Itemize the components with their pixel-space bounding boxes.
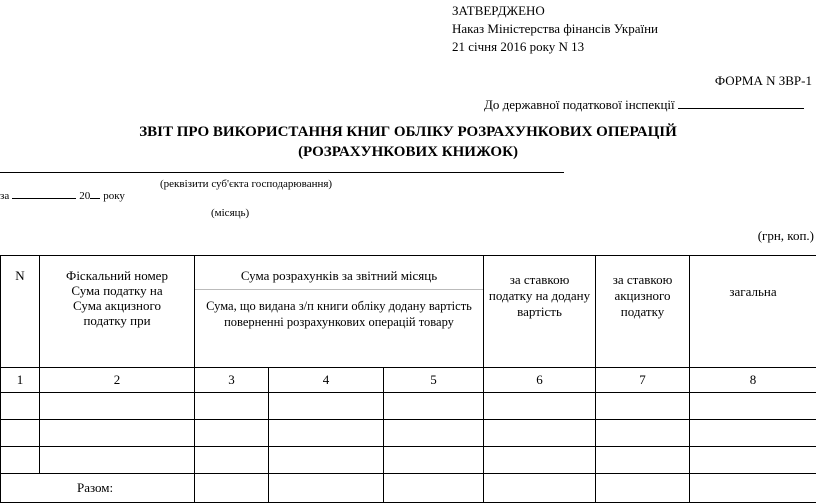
report-table: [0, 255, 816, 503]
table-cell[interactable]: [384, 447, 484, 474]
column-number-row: [1, 368, 816, 393]
total-label: Разом:: [1, 474, 195, 503]
header-vat-line: за ставкою: [484, 272, 595, 288]
table-cell[interactable]: [384, 420, 484, 447]
table-cell[interactable]: [195, 474, 269, 503]
column-number: 6: [484, 368, 596, 393]
table-cell[interactable]: [596, 447, 690, 474]
approval-stamp: [452, 2, 658, 56]
table-header-row: [1, 256, 816, 368]
header-vat-line: податку на додану: [484, 288, 595, 304]
header-settlement-sum: [195, 256, 484, 368]
table-cell[interactable]: [269, 474, 384, 503]
inspection-label: До державної податкової інспекції: [484, 97, 675, 112]
total-row: [1, 474, 816, 503]
year-prefix: 20: [79, 190, 90, 202]
report-title: ЗВІТ ПРО ВИКОРИСТАННЯ КНИГ ОБЛІКУ РОЗРАХУНКОВИХ ОПЕРАЦІЙ: [0, 122, 816, 142]
header-vat-rate: [484, 256, 596, 368]
table-row: [1, 393, 816, 420]
header-fiscal-line: Сума податку на: [40, 283, 194, 298]
table-cell[interactable]: [596, 474, 690, 503]
header-fiscal-line: Сума акцизного: [40, 298, 194, 313]
table-cell[interactable]: [596, 420, 690, 447]
header-vat-line: вартість: [484, 304, 595, 320]
header-sum-bottom-line: Сума, що видана з/п книги обліку додану вартість: [195, 298, 483, 314]
table-cell[interactable]: [269, 393, 384, 420]
table-cell[interactable]: [484, 420, 596, 447]
table-cell[interactable]: [40, 393, 195, 420]
header-sum-bottom-line: поверненні розрахункових операцій товару: [195, 314, 483, 330]
column-number: 2: [40, 368, 195, 393]
table-cell[interactable]: [1, 447, 40, 474]
table-cell[interactable]: [690, 474, 816, 503]
column-number: 7: [596, 368, 690, 393]
header-fiscal: [40, 256, 195, 368]
table-cell[interactable]: [690, 393, 816, 420]
inspection-blank-line[interactable]: [678, 96, 804, 109]
table-cell[interactable]: [690, 447, 816, 474]
inspection-field: [484, 96, 804, 113]
table-cell[interactable]: [195, 420, 269, 447]
period-suffix: року: [103, 190, 125, 202]
table-cell[interactable]: [40, 420, 195, 447]
column-number: 1: [1, 368, 40, 393]
header-sum-top: Сума розрахунків за звітний місяць: [195, 268, 483, 284]
column-number: 5: [384, 368, 484, 393]
table-cell[interactable]: [269, 420, 384, 447]
header-fiscal-line: Фіскальний номер: [40, 268, 194, 283]
column-number: 8: [690, 368, 816, 393]
table-cell[interactable]: [1, 420, 40, 447]
year-blank-line[interactable]: [90, 189, 100, 199]
table-cell[interactable]: [195, 447, 269, 474]
month-label: (місяць): [211, 207, 249, 219]
header-sum-divider: [195, 289, 483, 290]
approval-order: Наказ Міністерства фінансів України: [452, 20, 658, 38]
report-subtitle: (РОЗРАХУНКОВИХ КНИЖОК): [0, 142, 816, 162]
table-cell[interactable]: [40, 447, 195, 474]
table-cell[interactable]: [596, 393, 690, 420]
header-excise-line: за ставкою: [596, 272, 689, 288]
table-row: [1, 447, 816, 474]
column-number: 3: [195, 368, 269, 393]
units-label: (грн, коп.): [758, 228, 814, 244]
column-number: 4: [269, 368, 384, 393]
header-excise-line: акцизного: [596, 288, 689, 304]
header-n: N: [1, 256, 40, 368]
table-cell[interactable]: [384, 393, 484, 420]
requisites-blank-line[interactable]: [0, 172, 564, 173]
table-cell[interactable]: [484, 393, 596, 420]
requisites-label: (реквізити суб'єкта господарювання): [160, 178, 332, 190]
period-field: [0, 189, 125, 202]
header-excise-rate: [596, 256, 690, 368]
period-prefix: за: [0, 190, 9, 202]
table-cell[interactable]: [384, 474, 484, 503]
approval-date: 21 січня 2016 року N 13: [452, 38, 658, 56]
table-row: [1, 420, 816, 447]
month-blank-line[interactable]: [12, 189, 76, 199]
table-cell[interactable]: [484, 474, 596, 503]
header-fiscal-line: податку при: [40, 313, 194, 328]
approval-title: ЗАТВЕРДЖЕНО: [452, 2, 658, 20]
table-cell[interactable]: [1, 393, 40, 420]
table-cell[interactable]: [269, 447, 384, 474]
header-excise-line: податку: [596, 304, 689, 320]
header-total: загальна: [690, 256, 816, 368]
header-sum-bottom: [195, 298, 483, 330]
form-code: ФОРМА N ЗВР-1: [715, 73, 812, 89]
table-cell[interactable]: [690, 420, 816, 447]
table-cell[interactable]: [484, 447, 596, 474]
table-cell[interactable]: [195, 393, 269, 420]
